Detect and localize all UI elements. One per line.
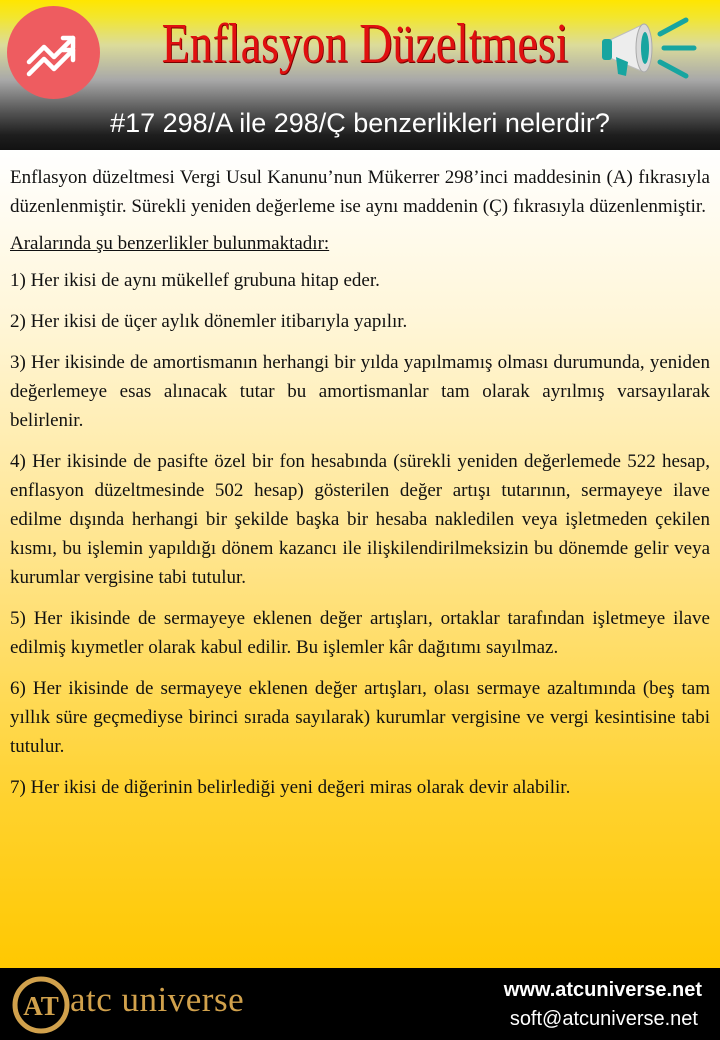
email-link[interactable]: soft@atcuniverse.net [509, 1008, 698, 1030]
svg-text:AT: AT [23, 991, 59, 1021]
list-item: 6) Her ikisinde de sermayeye eklenen değer artışları, olası sermaye azaltımında (beş tam yıllık süre geçmediyse birinci sırada sayılarak) kurumlar vergisine ve vergi kesintisine tabi tutulur. [10, 678, 710, 757]
brand-name: atc universe [70, 980, 245, 1019]
header [0, 0, 720, 150]
list-item: 7) Her ikisi de diğerinin belirlediği yeni değeri miras olarak devir alabilir. [10, 777, 571, 798]
page-subtitle: #17 298/A ile 298/Ç benzerlikleri nelerdir? [110, 108, 610, 138]
atc-logo-icon [10, 974, 72, 1036]
website-link[interactable]: www.atcuniverse.net [503, 979, 702, 1001]
footer [0, 968, 720, 1040]
list-item: 1) Her ikisi de aynı mükellef grubuna hitap eder. [10, 270, 380, 291]
list-item: 4) Her ikisinde de pasifte özel bir fon hesabında (sürekli yeniden değerlemede 522 hesap, enflasyon düzeltmesinde 502 hesap) gösterilen değer artışı tutarının, sermayeye ilave edilme dışında herhangi bir şekilde başka bir hesaba nakledilen veya işletmeden çekilen kısmı, bu işlemin yapıldığı dönem kazancı ile ilişkilendirilmeksizin bu dönemde gelir veya kurumlar vergisine tabi tutulur. [10, 451, 710, 588]
article-body [10, 163, 710, 814]
list-item: 2) Her ikisi de üçer aylık dönemler itibarıyla yapılır. [10, 311, 408, 332]
megaphone-icon [596, 10, 706, 90]
list-item: 3) Her ikisinde de amortismanın herhangi bir yılda yapılmamış olması durumunda, yeniden değerlemeye esas alınacak tutar bu amortismanlar tam olarak ayrılmış varsayılarak belirlenir. [10, 352, 710, 431]
trending-up-arrows-icon [7, 6, 100, 99]
intro-paragraph: Enflasyon düzeltmesi Vergi Usul Kanunu’nun Mükerrer 298’inci maddesinin (A) fıkrasıyla düzenlenmiştir. Sürekli yeniden değerleme ise aynı maddenin (Ç) fıkrasıyla düzenlenmiştir. [10, 167, 710, 217]
page-title: Enflasyon Düzeltmesi [161, 13, 569, 75]
list-item: 5) Her ikisinde de sermayeye eklenen değer artışları, ortaklar tarafından işletmeye ilave edilmiş kıymetler olarak kabul edilir. Bu işlemler kâr dağıtımı sayılmaz. [10, 608, 710, 658]
list-lead: Aralarında şu benzerlikler bulunmaktadır: [10, 233, 330, 254]
